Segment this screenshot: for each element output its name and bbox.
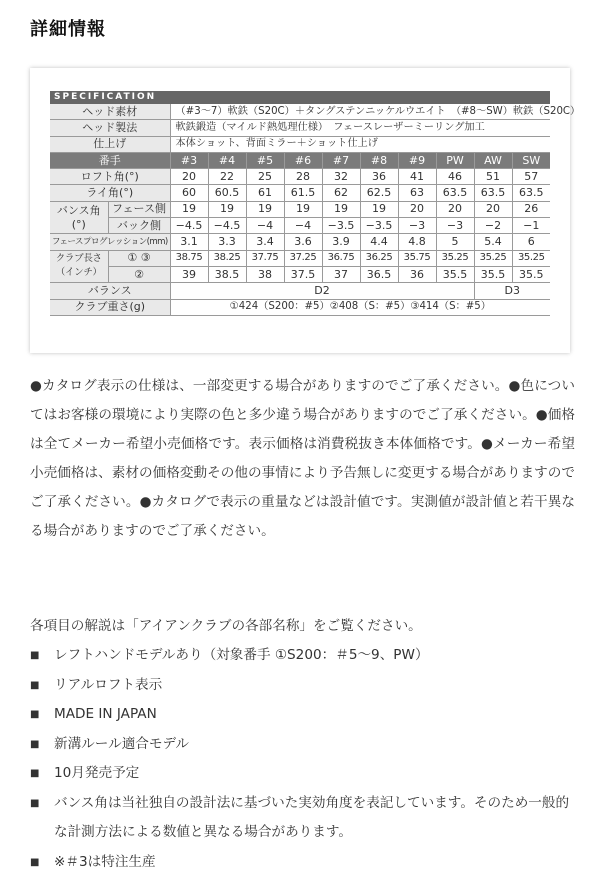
row-head-process xyxy=(50,120,550,136)
bullet-icon: ■ xyxy=(30,679,40,691)
number-cell: #3 xyxy=(170,152,208,168)
number-cell: AW xyxy=(474,152,512,168)
length-cell: 36.25 xyxy=(360,250,398,266)
progression-cell: 3.6 xyxy=(284,234,322,250)
specification-header: SPECIFICATION xyxy=(50,91,550,104)
loft-cell: 36 xyxy=(360,169,398,185)
lie-cell: 61 xyxy=(246,185,284,201)
length-cell: 35.25 xyxy=(436,250,474,266)
reference-note: 各項目の解説は「アイアンクラブの各部名称」をご覧ください。 xyxy=(30,618,422,634)
row-loft xyxy=(50,169,550,185)
row-length-1 xyxy=(50,250,550,266)
progression-cell: 3.3 xyxy=(208,234,246,250)
progression-cell: 6 xyxy=(512,234,550,250)
length-cell: 35.5 xyxy=(512,266,550,282)
lie-cell: 63.5 xyxy=(512,185,550,201)
bounce-back-cell: −4 xyxy=(246,218,284,234)
feature-text: 10月発売予定 xyxy=(54,765,140,781)
bounce-face-cell: 19 xyxy=(322,201,360,217)
length-cell: 39 xyxy=(170,266,208,282)
bounce-face-cell: 19 xyxy=(208,201,246,217)
loft-cell: 28 xyxy=(284,169,322,185)
length-sub-label: ② xyxy=(108,266,170,282)
bounce-face-cell: 20 xyxy=(398,201,436,217)
weight-value: ①424（S200：#5）②408（S：#5）③414（S：#5） xyxy=(170,299,550,315)
bounce-label: バンス角 xyxy=(56,203,101,217)
row-lie xyxy=(50,185,550,201)
length-cell: 35.5 xyxy=(436,266,474,282)
feature-text: 新溝ルール適合モデル xyxy=(54,735,189,752)
length-cell: 36 xyxy=(398,266,436,282)
row-head-material xyxy=(50,104,550,120)
loft-cell: 41 xyxy=(398,169,436,185)
finish-value: 本体ショット、背面ミラー＋ショット仕上げ xyxy=(170,136,550,152)
number-cell: #6 xyxy=(284,152,322,168)
length-cell: 38.25 xyxy=(208,250,246,266)
length-cell: 38.75 xyxy=(170,250,208,266)
number-cell: PW xyxy=(436,152,474,168)
list-item xyxy=(30,641,575,671)
bullet-icon: ■ xyxy=(30,738,40,750)
bounce-face-cell: 20 xyxy=(474,201,512,217)
list-item xyxy=(30,730,575,760)
feature-list xyxy=(30,641,575,877)
progression-cell: 3.1 xyxy=(170,234,208,250)
progression-cell: 3.9 xyxy=(322,234,360,250)
length-cell: 37.75 xyxy=(246,250,284,266)
bounce-back-cell: −4.5 xyxy=(208,218,246,234)
row-finish xyxy=(50,136,550,152)
bullet-icon: ■ xyxy=(30,768,40,779)
progression-cell: 5 xyxy=(436,234,474,250)
back-side-label: バック側 xyxy=(108,218,170,234)
bounce-back-cell: −3.5 xyxy=(360,218,398,234)
list-item xyxy=(30,700,575,730)
lie-cell: 60 xyxy=(170,185,208,201)
length-cell: 37.25 xyxy=(284,250,322,266)
progression-cell: 4.8 xyxy=(398,234,436,250)
bounce-face-cell: 19 xyxy=(170,201,208,217)
lie-cell: 60.5 xyxy=(208,185,246,201)
bounce-back-cell: −4.5 xyxy=(170,218,208,234)
feature-text: レフトハンドモデルあり（対象番手 ①S200：＃5〜9、PW） xyxy=(54,647,429,663)
progression-cell: 5.4 xyxy=(474,234,512,250)
number-cell: #7 xyxy=(322,152,360,168)
number-cell: #5 xyxy=(246,152,284,168)
face-side-label: フェース側 xyxy=(108,201,170,217)
bullet-icon: ■ xyxy=(30,797,40,809)
row-bounce-face xyxy=(50,201,550,217)
number-cell: SW xyxy=(512,152,550,168)
feature-text: バンス角は当社独自の設計法に基づいた実効角度を表記しています。そのため一般的な計測方法による数値と異なる場合があります。 xyxy=(54,794,570,840)
length-label-cell xyxy=(50,250,108,283)
list-item xyxy=(30,848,575,878)
length-cell: 37 xyxy=(322,266,360,282)
balance-value-d3: D3 xyxy=(474,283,550,299)
progression-label: フェースプログレッション(mm) xyxy=(50,234,170,250)
length-label: クラブ長さ xyxy=(55,253,102,265)
length-cell: 38.5 xyxy=(208,266,246,282)
length-cell: 36.5 xyxy=(360,266,398,282)
list-item xyxy=(30,789,575,848)
bounce-back-cell: −2 xyxy=(474,218,512,234)
progression-cell: 4.4 xyxy=(360,234,398,250)
number-cell: #8 xyxy=(360,152,398,168)
bounce-back-cell: −3.5 xyxy=(322,218,360,234)
weight-label: クラブ重さ(g) xyxy=(50,299,170,315)
head-process-value: 軟鉄鍛造（マイルド熱処理仕様） フェースレーザーミーリング加工 xyxy=(170,120,550,136)
bounce-back-cell: −4 xyxy=(284,218,322,234)
head-material-label: ヘッド素材 xyxy=(50,104,170,120)
bounce-face-cell: 19 xyxy=(246,201,284,217)
balance-value-d2: D2 xyxy=(170,283,474,299)
bounce-back-cell: −3 xyxy=(398,218,436,234)
catalog-notes: ●カタログ表示の仕様は、一部変更する場合がありますのでご了承ください。●色についてはお客様の環境により実際の色と多少違う場合がありますのでご了承ください。●価格は全てメーカー希望小売価格です。表示価格は消費税抜き本体価格です。●メーカー希望小売価格は、素材の価格変動その他の事情により予告無しに変更する場合がありますのでご了承ください。●カタログで表示の重量などは設計値です。実測値が設計値と若干異なる場合がありますのでご了承ください。 xyxy=(30,378,575,539)
head-process-label: ヘッド製法 xyxy=(50,120,170,136)
bounce-back-cell: −1 xyxy=(512,218,550,234)
length-cell: 35.25 xyxy=(474,250,512,266)
row-weight xyxy=(50,299,550,315)
length-cell: 35.75 xyxy=(398,250,436,266)
loft-cell: 46 xyxy=(436,169,474,185)
number-label: 番手 xyxy=(50,152,170,168)
number-cell: #9 xyxy=(398,152,436,168)
feature-text: ※＃3は特注生産 xyxy=(54,853,156,870)
list-item xyxy=(30,759,575,789)
lie-cell: 63.5 xyxy=(436,185,474,201)
finish-label: 仕上げ xyxy=(50,136,170,152)
bullet-icon: ■ xyxy=(30,856,40,868)
head-material-value: （#3〜7）軟鉄（S20C）＋タングステンニッケルウエイト （#8〜SW）軟鉄（S20C） xyxy=(170,104,550,120)
bullet-icon: ■ xyxy=(30,709,40,720)
feature-text: リアルロフト表示 xyxy=(54,676,163,693)
lie-cell: 61.5 xyxy=(284,185,322,201)
row-bounce-back xyxy=(50,218,550,234)
page-title: 詳細情報 xyxy=(30,19,106,40)
bullet-icon: ■ xyxy=(30,650,40,661)
length-unit: （インチ） xyxy=(55,267,102,279)
loft-cell: 25 xyxy=(246,169,284,185)
bounce-face-cell: 19 xyxy=(360,201,398,217)
bounce-face-cell: 20 xyxy=(436,201,474,217)
bounce-back-cell: −3 xyxy=(436,218,474,234)
progression-cell: 3.4 xyxy=(246,234,284,250)
balance-label: バランス xyxy=(50,283,170,299)
list-item xyxy=(30,671,575,701)
lie-cell: 62.5 xyxy=(360,185,398,201)
loft-cell: 22 xyxy=(208,169,246,185)
specification-table xyxy=(50,104,581,316)
lie-cell: 63 xyxy=(398,185,436,201)
length-cell: 38 xyxy=(246,266,284,282)
feature-text: MADE IN JAPAN xyxy=(54,706,157,722)
loft-cell: 51 xyxy=(474,169,512,185)
bounce-face-cell: 26 xyxy=(512,201,550,217)
number-cell: #4 xyxy=(208,152,246,168)
loft-cell: 20 xyxy=(170,169,208,185)
lie-cell: 62 xyxy=(322,185,360,201)
loft-cell: 57 xyxy=(512,169,550,185)
length-cell: 36.75 xyxy=(322,250,360,266)
bounce-label-cell xyxy=(50,201,108,234)
loft-label: ロフト角(°) xyxy=(50,169,170,185)
lie-cell: 63.5 xyxy=(474,185,512,201)
row-length-2 xyxy=(50,266,550,282)
row-number xyxy=(50,152,550,168)
loft-cell: 32 xyxy=(322,169,360,185)
bounce-unit: (°) xyxy=(71,217,86,231)
length-sub-label: ① ③ xyxy=(108,250,170,266)
length-cell: 35.5 xyxy=(474,266,512,282)
length-cell: 37.5 xyxy=(284,266,322,282)
length-cell: 35.25 xyxy=(512,250,550,266)
row-progression xyxy=(50,234,550,250)
lie-label: ライ角(°) xyxy=(50,185,170,201)
bounce-face-cell: 19 xyxy=(284,201,322,217)
row-balance xyxy=(50,283,550,299)
